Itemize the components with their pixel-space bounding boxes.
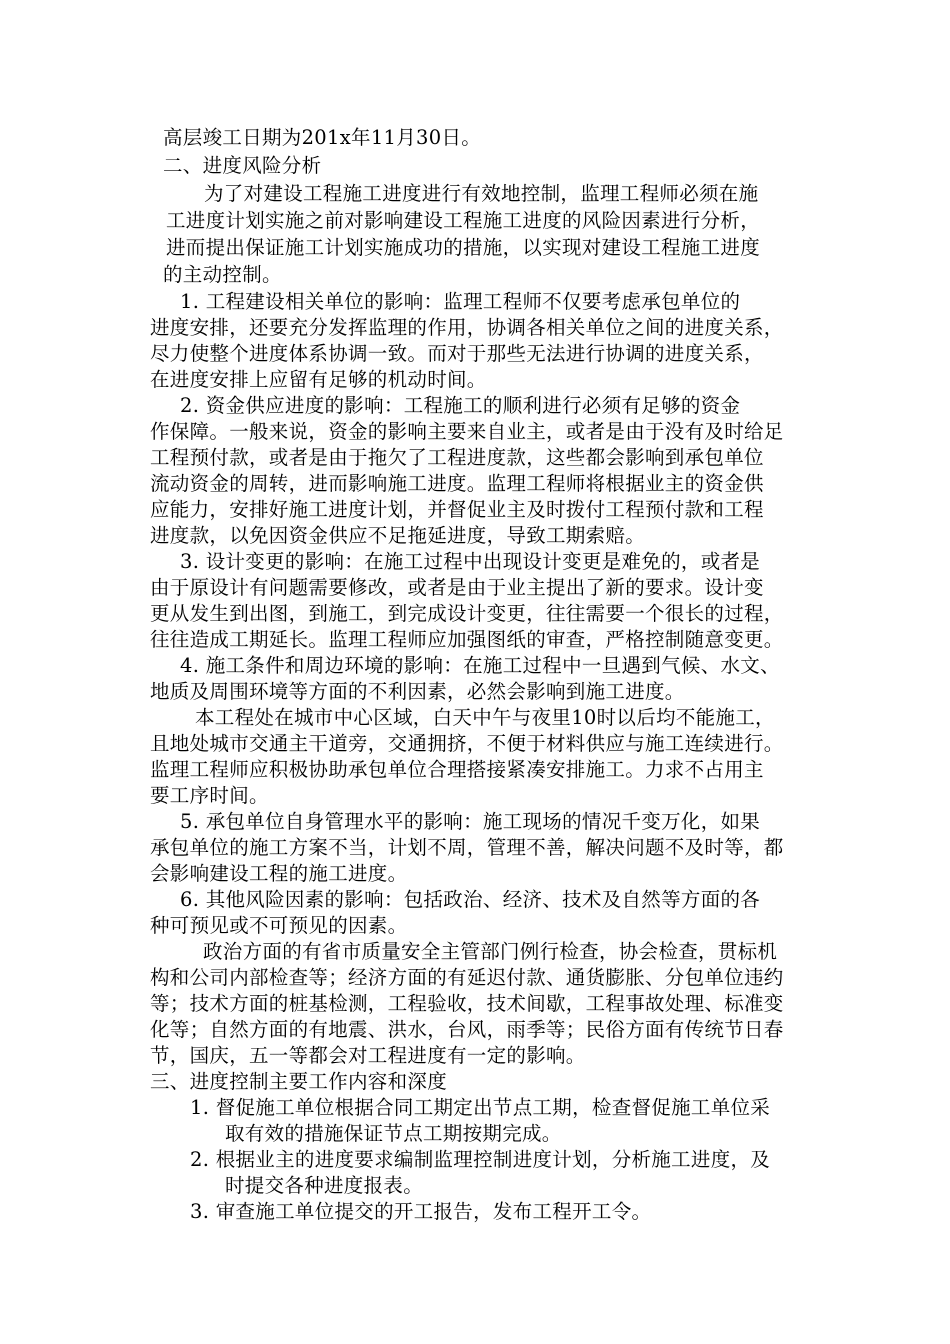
list-item-line: 5. 承包单位自身管理水平的影响：施工现场的情况千变万化，如果 [180,810,761,833]
section-heading: 二、进度风险分析 [163,154,322,177]
list-item-line: 3. 审查施工单位提交的开工报告，发布工程开工令。 [190,1200,652,1223]
list-item-line: 3. 设计变更的影响：在施工过程中出现设计变更是难免的，或者是 [180,550,761,573]
text-line: 由于原设计有问题需要修改，或者是由于业主提出了新的要求。设计变 [150,576,764,599]
text-line: 要工序时间。 [150,784,269,807]
text-line: 会影响建设工程的施工进度。 [150,862,408,885]
list-item-line: 2. 资金供应进度的影响：工程施工的顺利进行必须有足够的资金 [180,394,741,417]
text-line: 应能力，安排好施工进度计划，并督促业主及时拨付工程预付款和工程 [150,498,764,521]
text-line: 时提交各种进度报表。 [225,1174,424,1197]
text-line: 在进度安排上应留有足够的机动时间。 [150,368,487,391]
text-line: 高层竣工日期为201x年11月30日。 [163,126,482,149]
text-line: 监理工程师应积极协助承包单位合理搭接紧凑安排施工。力求不占用主 [150,758,764,781]
text-line: 为了对建设工程施工进度进行有效地控制，监理工程师必须在施 [204,182,759,205]
text-line: 更从发生到出图，到施工，到完成设计变更，往往需要一个很长的过程， [150,602,784,625]
text-line: 政治方面的有省市质量安全主管部门例行检查，协会检查，贯标机 [203,940,778,963]
text-line: 工进度计划实施之前对影响建设工程施工进度的风险因素进行分析， [166,209,761,232]
text-line: 等；技术方面的桩基检测，工程验收，技术间歇，工程事故处理、标准变 [150,992,784,1015]
list-item-line: 2. 根据业主的进度要求编制监理控制进度计划，分析施工进度，及 [190,1148,771,1171]
text-line: 进度款，以免因资金供应不足拖延进度，导致工期索赔。 [150,524,646,547]
text-line: 的主动控制。 [163,263,282,286]
text-line: 地质及周围环境等方面的不利因素，必然会影响到施工进度。 [150,680,685,703]
list-item-line: 4. 施工条件和周边环境的影响：在施工过程中一旦遇到气候、水文、 [180,654,780,677]
text-line: 本工程处在城市中心区域，白天中午与夜里10时以后均不能施工， [195,706,775,729]
list-item-line: 1. 工程建设相关单位的影响：监理工程师不仅要考虑承包单位的 [180,290,741,313]
text-line: 进度安排，还要充分发挥监理的作用，协调各相关单位之间的进度关系， [150,316,784,339]
text-line: 构和公司内部检查等；经济方面的有延迟付款、通货膨胀、分包单位违约 [150,966,784,989]
text-line: 工程预付款，或者是由于拖欠了工程进度款，这些都会影响到承包单位 [150,446,764,469]
text-line: 且地处城市交通主干道旁，交通拥挤，不便于材料供应与施工连续进行。 [150,732,784,755]
section-heading: 三、进度控制主要工作内容和深度 [150,1070,448,1093]
text-line: 化等；自然方面的有地震、洪水，台风，雨季等；民俗方面有传统节日春 [150,1018,784,1041]
text-line: 承包单位的施工方案不当，计划不周，管理不善，解决问题不及时等，都 [150,836,784,859]
text-line: 进而提出保证施工计划实施成功的措施，以实现对建设工程施工进度 [166,236,761,259]
text-line: 作保障。一般来说，资金的影响主要来自业主，或者是由于没有及时给足 [150,420,784,443]
text-line: 种可预见或不可预见的因素。 [150,914,408,937]
text-line: 取有效的措施保证节点工期按期完成。 [225,1122,562,1145]
list-item-line: 6. 其他风险因素的影响：包括政治、经济、技术及自然等方面的各 [180,888,761,911]
list-item-line: 1. 督促施工单位根据合同工期定出节点工期，检查督促施工单位采 [190,1096,771,1119]
text-line: 节，国庆，五一等都会对工程进度有一定的影响。 [150,1044,586,1067]
text-line: 往往造成工期延长。监理工程师应加强图纸的审查，严格控制随意变更。 [150,628,784,651]
text-line: 流动资金的周转，进而影响施工进度。监理工程师将根据业主的资金供 [150,472,764,495]
text-line: 尽力使整个进度体系协调一致。而对于那些无法进行协调的进度关系， [150,342,764,365]
